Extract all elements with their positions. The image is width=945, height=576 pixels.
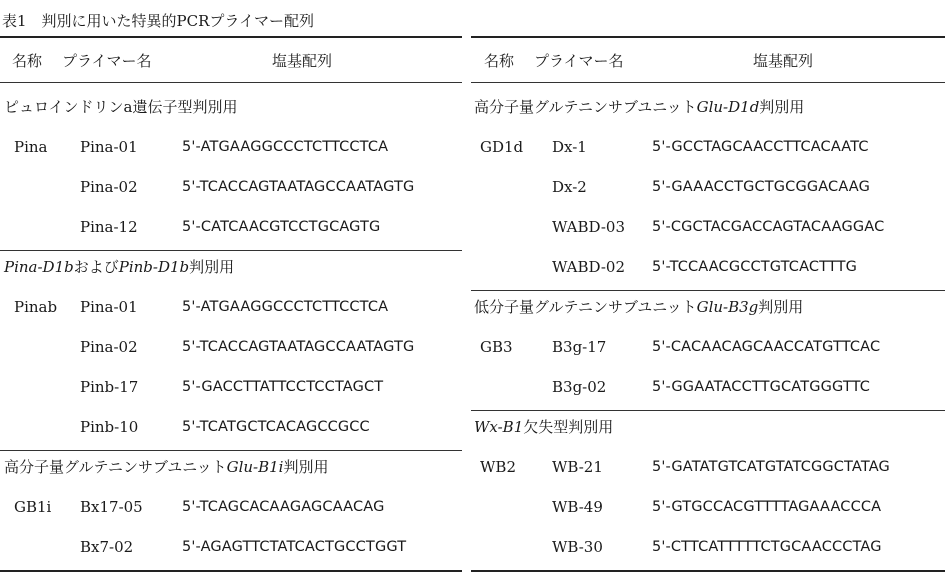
primer-set-name: GD1d [480, 138, 524, 156]
primer-sequence: 5'-GCCTAGCAACCTTCACAATC [652, 139, 869, 155]
left-header-name: 名称 [12, 52, 43, 70]
right-section-title [474, 418, 613, 436]
right-section-rule [471, 290, 945, 291]
left-bottom-rule [0, 570, 462, 572]
primer-set-name: Pina [14, 138, 48, 156]
section-title-part: 低分子量グルテニンサブユニット [474, 298, 697, 316]
primer-sequence: 5'-GAAACCTGCTGCGGACAAG [652, 179, 870, 195]
primer-sequence: 5'-GTGCCACGTTTTAGAAACCCA [652, 499, 882, 515]
left-section-rule [0, 250, 462, 251]
primer-name: Pina-01 [80, 138, 138, 156]
primer-sequence: 5'-CACAACAGCAACCATGTTCAC [652, 339, 881, 355]
section-title-part: Wx-B1 [474, 418, 524, 436]
primer-sequence: 5'-TCATGCTCACAGCCGCC [182, 419, 370, 435]
section-title-part: 高分子量グルテニンサブユニット [4, 458, 227, 476]
primer-name: Pina-12 [80, 218, 138, 236]
primer-name: WABD-02 [552, 258, 625, 276]
primer-sequence: 5'-AGAGTTCTATCACTGCCTGGT [182, 539, 407, 555]
section-title-part: ピュロインドリンa遺伝子型判別用 [4, 98, 238, 116]
primer-sequence: 5'-GATATGTCATGTATCGGCTATAG [652, 459, 890, 475]
left-section-rule [0, 450, 462, 451]
section-title-part: Glu-D1d [696, 98, 760, 116]
primer-sequence: 5'-TCAGCACAAGAGCAACAG [182, 499, 385, 515]
right-top-rule [471, 36, 945, 38]
primer-set-name: WB2 [480, 458, 516, 476]
primer-name: Bx17-05 [80, 498, 143, 516]
section-title-part: 高分子量グルテニンサブユニット [474, 98, 697, 116]
left-header-rule [0, 82, 462, 83]
primer-name: Pina-02 [80, 338, 138, 356]
right-section-rule [471, 410, 945, 411]
primer-sequence: 5'-GGAATACCTTGCATGGGTTC [652, 379, 871, 395]
right-header-sequence: 塩基配列 [753, 52, 814, 70]
primer-name: Pinb-17 [80, 378, 139, 396]
left-section-title [4, 458, 329, 476]
section-title-part: 判別用 [283, 458, 329, 476]
section-title-part: および [73, 258, 119, 276]
primer-name: Dx-1 [552, 138, 587, 156]
primer-name: B3g-17 [552, 338, 607, 356]
right-header-name: 名称 [484, 52, 515, 70]
section-title-part: Glu-B1i [226, 458, 284, 476]
right-bottom-rule [471, 570, 945, 572]
primer-name: WABD-03 [552, 218, 625, 236]
primer-name: WB-49 [552, 498, 603, 516]
right-section-title [474, 298, 803, 316]
primer-name: WB-30 [552, 538, 603, 556]
right-header-rule [471, 82, 945, 83]
primer-name: Dx-2 [552, 178, 587, 196]
section-title-part: Glu-B3g [696, 298, 759, 316]
primer-set-name: GB3 [480, 338, 513, 356]
primer-sequence: 5'-ATGAAGGCCCTCTTCCTCA [182, 299, 389, 315]
primer-sequence: 5'-GACCTTATTCCTCCTAGCT [182, 379, 384, 395]
primer-name: B3g-02 [552, 378, 607, 396]
section-title-part: Pina-D1b [4, 258, 74, 276]
left-header-sequence: 塩基配列 [272, 52, 333, 70]
section-title-part: 欠失型判別用 [523, 418, 614, 436]
primer-sequence: 5'-TCACCAGTAATAGCCAATAGTG [182, 339, 415, 355]
left-section-title [4, 98, 238, 116]
primer-sequence: 5'-CGCTACGACCAGTACAAGGAC [652, 219, 885, 235]
primer-sequence: 5'-TCCAACGCCTGTCACTTTG [652, 259, 858, 275]
primer-sequence: 5'-TCACCAGTAATAGCCAATAGTG [182, 179, 415, 195]
primer-name: Pina-02 [80, 178, 138, 196]
primer-set-name: GB1i [14, 498, 52, 516]
table-caption: 表1 判別に用いた特異的PCRプライマー配列 [2, 12, 314, 30]
primer-set-name: Pinab [14, 298, 58, 316]
section-title-part: 判別用 [759, 98, 805, 116]
left-header-primer: プライマー名 [62, 52, 152, 70]
primer-name: Pina-01 [80, 298, 138, 316]
primer-name: Bx7-02 [80, 538, 134, 556]
section-title-part: 判別用 [189, 258, 235, 276]
primer-sequence: 5'-ATGAAGGCCCTCTTCCTCA [182, 139, 389, 155]
right-section-title [474, 98, 804, 116]
right-header-primer: プライマー名 [534, 52, 624, 70]
section-title-part: 判別用 [758, 298, 804, 316]
section-title-part: Pinb-D1b [118, 258, 190, 276]
primer-name: Pinb-10 [80, 418, 139, 436]
primer-sequence: 5'-CTTCATTTTTCTGCAACCCTAG [652, 539, 882, 555]
left-section-title [4, 258, 234, 276]
primer-sequence: 5'-CATCAACGTCCTGCAGTG [182, 219, 381, 235]
primer-name: WB-21 [552, 458, 603, 476]
left-top-rule [0, 36, 462, 38]
